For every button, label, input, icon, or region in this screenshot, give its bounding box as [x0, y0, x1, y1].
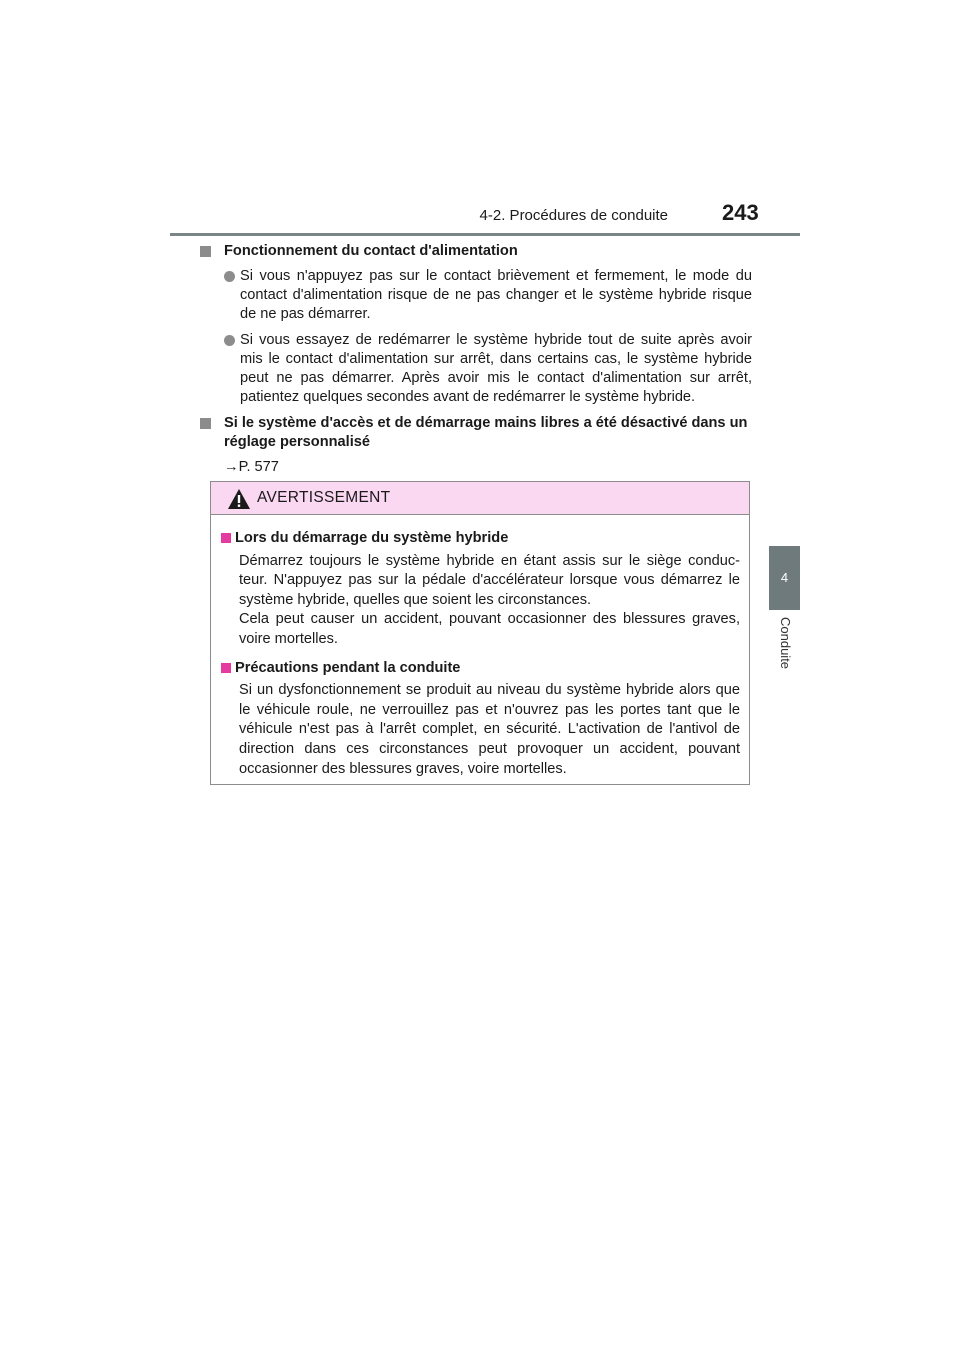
heading-smart-key: Si le système d'accès et de démarrage mains libres a été désactivé dans un réglage personnalisé [200, 414, 752, 452]
circle-bullet-icon [224, 335, 235, 346]
chapter-tab[interactable] [769, 546, 800, 610]
chapter-label-text: Conduite [778, 617, 793, 670]
warning-text: Démarrez toujours le système hybride en étant assis sur le siège conduc-teur. N'appuyez pas sur la pédale d'accélérateur lorsque vous démarrez le système hybride, quelles que soient les circonstances. Cela peut causer un accident, pouvant occasionner des blessures graves, voire mortelles. [239, 552, 740, 647]
chapter-number: 4 [780, 570, 789, 585]
list-item: Si vous n'appuyez pas sur le contact brièvement et fermement, le mode du contact d'alimentation risque de ne pas changer et le système hybride risque de ne pas démarrer. [200, 267, 752, 324]
warning-heading-start: Lors du démarrage du système hybride [221, 529, 740, 549]
page-header [0, 0, 960, 240]
warning-header [211, 482, 749, 515]
warning-body [211, 515, 749, 779]
warning-heading-driving: Précautions pendant la conduite [221, 659, 740, 679]
warning-text: Si un dysfonctionnement se produit au niveau du système hybride alors que le véhicule roule, ne verrouillez pas et n'ouvrez pas les portes tant que le véhicule n'est pas à l'arrêt complet, en sécurité. L'activation de l'antivol de direction dans ces circonstances peut provoquer un accident, pouvant occasionner des blessures graves, voire mortelles. [239, 682, 740, 777]
warning-triangle-icon [227, 488, 251, 510]
heading-power-switch: Fonctionnement du contact d'alimentation [200, 242, 752, 261]
warning-title: AVERTISSEMENT [257, 489, 391, 506]
page-number: 243 [722, 200, 759, 225]
circle-bullet-icon [224, 271, 235, 282]
section-title: 4-2. Procédures de conduite [479, 207, 668, 224]
list-item: Si vous essayez de redémarrer le système hybride tout de suite après avoir mis le contact d'alimentation sur arrêt, dans certains cas, le système hybride peut ne pas démarrer. Après avoir mis le contact d'alimentation sur arrêt, patientez quelques secondes avant de redémarrer le système hybride. [200, 331, 752, 407]
chapter-label [770, 615, 800, 685]
pink-square-icon [221, 663, 231, 673]
header-divider [170, 233, 800, 236]
square-bullet-icon [200, 246, 211, 257]
main-content [200, 242, 752, 477]
pink-square-icon [221, 533, 231, 543]
warning-box [210, 481, 750, 785]
page-reference-link[interactable]: →P. 577 [224, 459, 279, 475]
square-bullet-icon [200, 418, 211, 429]
